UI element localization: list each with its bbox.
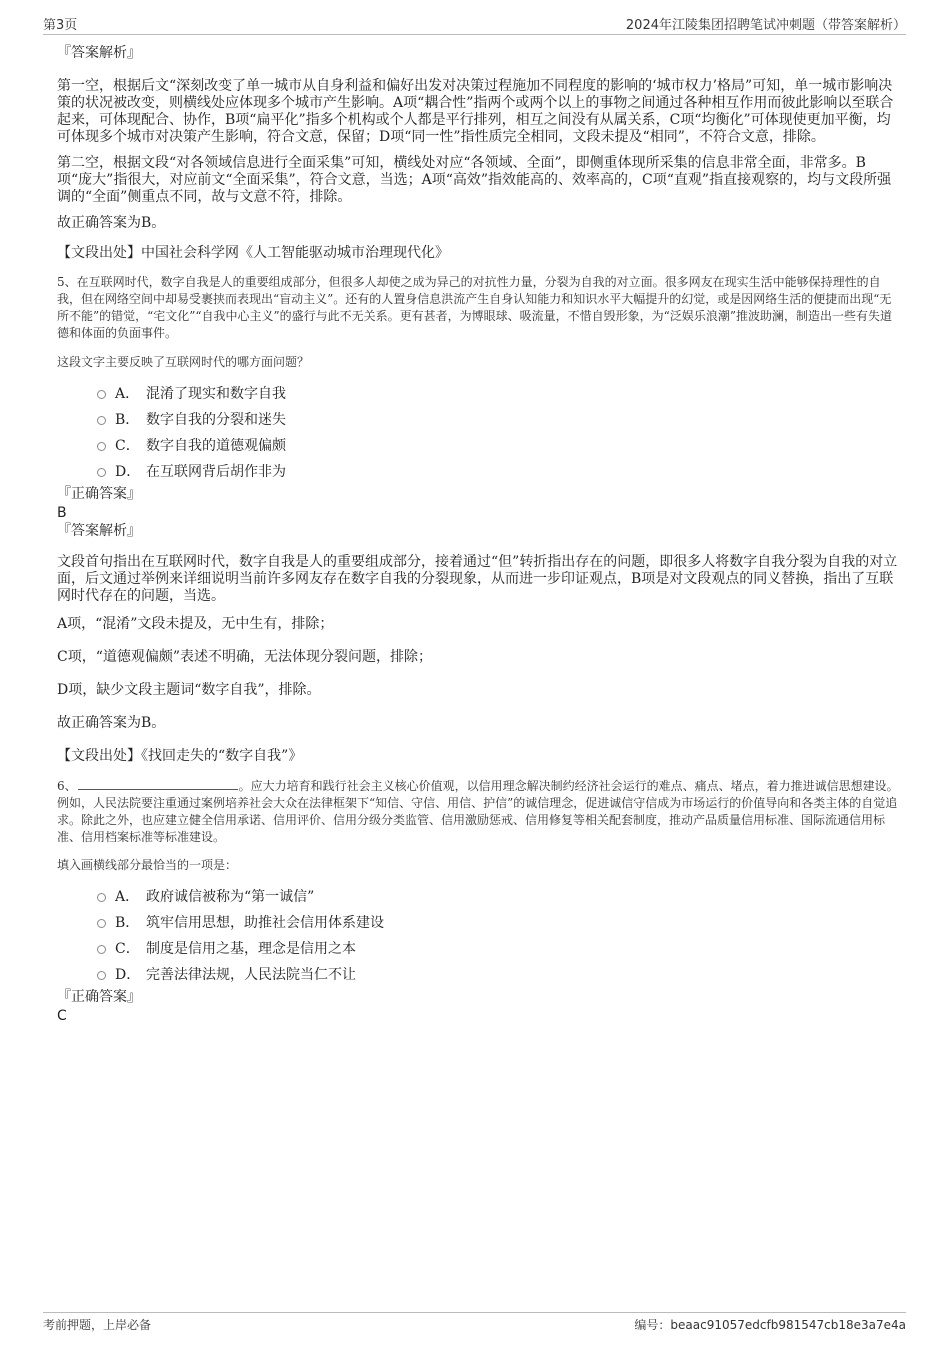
q5-question: 这段文字主要反映了互联网时代的哪方面问题？ <box>57 355 310 369</box>
q5-analysis-d: D项，缺少文段主题词“数字自我”，排除。 <box>57 682 321 698</box>
q5-analysis-main: 文段首句指出在互联网时代，数字自我是人的重要组成部分，接着通过“但”转折指出存在的问题，即很多人将数字自我分裂为自我的对立面，后文通过举例来详细说明当前许多网友存在数字自我的分裂现象，从而进一步印证观点，B项是对文段观点的同义替换，指出了互联网时代存在的问题，当选。 <box>57 554 898 604</box>
radio-icon[interactable] <box>97 919 106 928</box>
page-footer <box>43 1312 906 1337</box>
q5-source: 【文段出处】《找回走失的“数字自我”》 <box>57 748 303 764</box>
q6-question: 填入画横线部分最恰当的一项是： <box>57 858 238 872</box>
q5-option-a[interactable]: A． 混淆了现实和数字自我 <box>97 381 899 407</box>
document-title: 2024年江陵集团招聘笔试冲刺题（带答案解析） <box>625 18 906 33</box>
q5-option-b[interactable]: B． 数字自我的分裂和迷失 <box>97 407 899 433</box>
radio-icon[interactable] <box>97 442 106 451</box>
q6-options <box>57 884 899 988</box>
q5-option-d[interactable]: D． 在互联网背后胡作非为 <box>97 459 899 485</box>
radio-icon[interactable] <box>97 390 106 399</box>
page-content <box>57 44 899 1025</box>
radio-icon[interactable] <box>97 468 106 477</box>
q6-answer: C <box>57 1008 67 1024</box>
radio-icon[interactable] <box>97 416 106 425</box>
q5-analysis-a: A项，“混淆”文段未提及，无中生有，排除； <box>57 616 334 632</box>
prev-conclusion: 故正确答案为B。 <box>57 215 166 231</box>
q5-options <box>57 381 899 485</box>
q5-correct-label: 『正确答案』 <box>57 486 141 502</box>
radio-icon[interactable] <box>97 893 106 902</box>
q6-option-a[interactable]: A． 政府诚信被称为“第一诚信” <box>97 884 899 910</box>
q5-stem: 5、在互联网时代，数字自我是人的重要组成部分，但很多人却使之成为异己的对抗性力量，分裂为自我的对立面。很多网友在现实生活中能够保持理性的自我，但在网络空间中却易受裹挟而表现出“盲动主义”。还有的人置身信息洪流产生自身认知能力和知识水平大幅提升的幻觉，或是因网络生活的便捷而出现“无所不能”的错觉，“宅文化”“自我中心主义”的盛行与此不无关系。更有甚者，为博眼球、吸流量，不惜自毁形象，为“泛娱乐浪潮”推波助澜，制造出一些有失道德和体面的负面事件。 <box>57 275 892 340</box>
radio-icon[interactable] <box>97 971 106 980</box>
q5-analysis-c: C项，“道德观偏颇”表述不明确，无法体现分裂问题，排除； <box>57 649 433 665</box>
prev-source: 【文段出处】中国社会科学网《人工智能驱动城市治理现代化》 <box>57 245 449 261</box>
q5-answer: B <box>57 505 67 521</box>
prev-analysis-label: 『答案解析』 <box>57 45 141 61</box>
prev-analysis-paragraph-1: 第一空，根据后文“深刻改变了单一城市从自身利益和偏好出发对决策过程施加不同程度的影响的‘城市权力’格局”可知，单一城市影响决策的状况被改变，则横线处应体现多个城市产生影响。A项“耦合性”指两个或两个以上的事物之间通过各种相互作用而彼此影响以至联合起来，可体现配合、协作，B项“扁平化”指多个机构或个人都是平行排列，相互之间没有从属关系，C项“均衡化”可体现使更加平衡，均可体现多个城市对决策产生影响，符合文意，保留；D项“同一性”指性质完全相同，文段未提及“相同”，不符合文意，排除。 <box>57 78 894 145</box>
q6-correct-label: 『正确答案』 <box>57 989 141 1005</box>
q6-option-b[interactable]: B． 筑牢信用思想，助推社会信用体系建设 <box>97 910 899 936</box>
prev-analysis-paragraph-2: 第二空，根据文段“对各领域信息进行全面采集”可知，横线处对应“各领域、全面”，即侧重体现所采集的信息非常全面，非常多。B项“庞大”指很大，对应前文“全面采集”，符合文意，当选；A项“高效”指效能高的、效率高的，C项“直观”指直接观察的，均与文段所强调的“全面”侧重点不同，故与文意不符，排除。 <box>57 155 892 205</box>
page-header <box>43 12 906 35</box>
q5-option-c[interactable]: C． 数字自我的道德观偏颇 <box>97 433 899 459</box>
q6-option-c[interactable]: C． 制度是信用之基，理念是信用之本 <box>97 936 899 962</box>
radio-icon[interactable] <box>97 945 106 954</box>
q6-option-d[interactable]: D． 完善法律法规，人民法院当仁不让 <box>97 962 899 988</box>
footer-slogan: 考前押题，上岸必备 <box>43 1318 152 1332</box>
fill-blank <box>78 777 238 790</box>
q5-analysis-label: 『答案解析』 <box>57 523 141 539</box>
page-number: 第3页 <box>43 18 78 33</box>
q6-stem: 6、 。应大力培育和践行社会主义核心价值观，以信用理念解决制约经济社会运行的难点、痛点、堵点，着力推进诚信思想建设。例如，人民法院要注重通过案例培养社会大众在法律框架下“知信、守信、用信、护信”的诚信理念，促进诚信守信成为市场运行的价值导向和各类主体的自觉追求。除此之外，也应建立健全信用承诺、信用评价、信用分级分类监管、信用激励惩戒、信用修复等相关配套制度，推动产品质量信用标准、国际流通信用标准、信用档案标准等标准建设。 <box>57 779 899 844</box>
q5-conclusion: 故正确答案为B。 <box>57 715 166 731</box>
document-code: 编号：beaac91057edcfb981547cb18e3a7e4a <box>634 1318 906 1332</box>
